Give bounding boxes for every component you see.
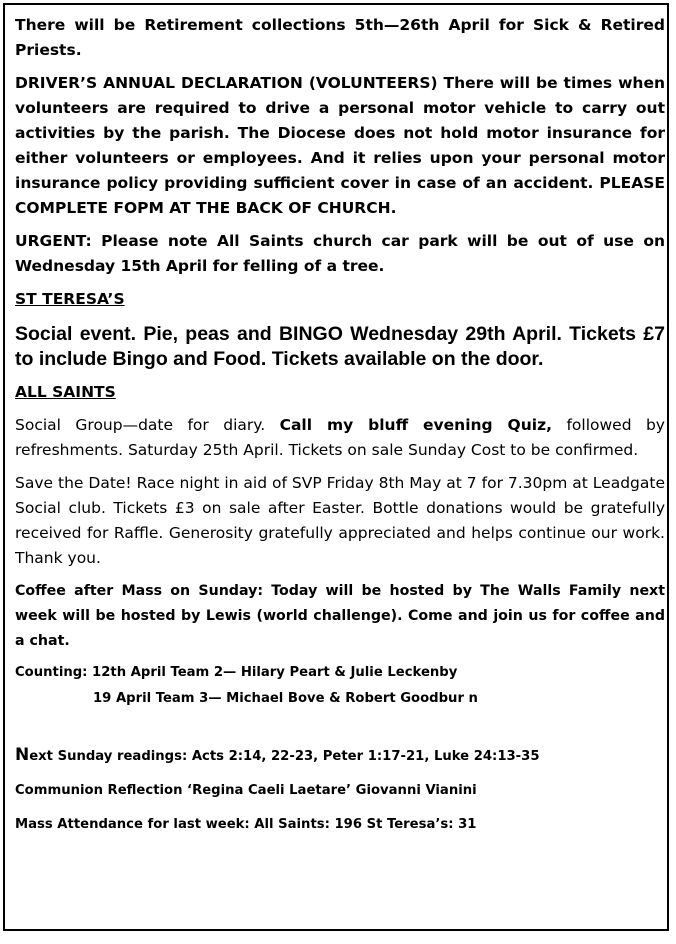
all-saints-heading: ALL SAINTS: [15, 383, 116, 401]
notice-frame: [3, 3, 669, 931]
driver-declaration-notice: DRIVER’S ANNUAL DECLARATION (VOLUNTEERS) There will be times when volunteers are required to drive a personal motor vehicle to carry out activities by the parish. The Diocese does not hold motor insurance for either volunteers or employees. And it relies upon your personal motor insurance policy providing sufficient cover in case of an accident. PLEASE COMPLETE FOPM AT THE BACK OF CHURCH.: [15, 74, 665, 217]
coffee-notice: Coffee after Mass on Sunday: Today will be hosted by The Walls Family next week will be hosted by Lewis (world challenge). Come and join us for coffee and a chat.: [15, 583, 665, 649]
communion-reflection: Communion Reflection ‘Regina Caeli Laetare’ Giovanni Vianini: [15, 783, 477, 798]
counting-line-2: 19 April Team 3— Michael Bove & Robert Goodbur n: [93, 691, 478, 706]
notices-content: [15, 13, 665, 838]
readings-initial: N: [15, 745, 30, 765]
readings-text: ext Sunday readings: Acts 2:14, 22-23, Peter 1:17-21, Luke 24:13-35: [29, 749, 540, 764]
retirement-notice: There will be Retirement collections 5th—26th April for Sick & Retired Priests.: [15, 16, 665, 59]
social-group-notice: [15, 413, 665, 463]
race-night-notice: Save the Date! Race night in aid of SVP Friday 8th May at 7 for 7.30pm at Leadgate Social club. Tickets £3 on sale after Easter. Bottle donations would be gratefully received for Raffle. Generosity gratefully appreciated and helps continue our work. Thank you.: [15, 474, 665, 567]
quiz-title: Call my bluff evening Quiz,: [279, 416, 552, 434]
st-teresas-social-event: Social event. Pie, peas and BINGO Wednesday 29th April. Tickets £7 to include Bingo and Food. Tickets available on the door.: [15, 323, 665, 370]
st-teresas-heading: ST TERESA’S: [15, 290, 125, 308]
counting-line-1: Counting: 12th April Team 2— Hilary Peart & Julie Leckenby: [15, 665, 458, 680]
social-group-prefix: Social Group—date for diary.: [15, 416, 280, 434]
mass-attendance: Mass Attendance for last week: All Saints: 196 St Teresa’s: 31: [15, 817, 477, 832]
next-sunday-readings: [15, 742, 665, 770]
social-group-suffix: followed by refreshments. Saturday 25th April. Tickets on sale Sunday Cost to be confirmed.: [15, 416, 665, 459]
urgent-car-park-notice: URGENT: Please note All Saints church car park will be out of use on Wednesday 15th April for felling of a tree.: [15, 232, 665, 275]
